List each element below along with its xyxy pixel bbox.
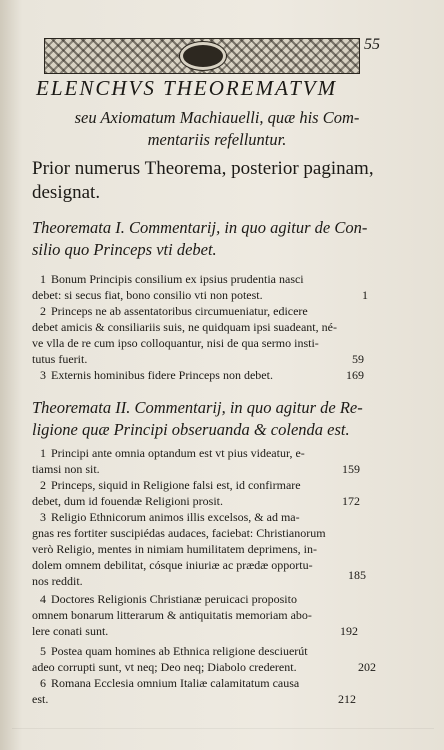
entry-1-2-page: 59	[352, 352, 364, 366]
entry-number: 2	[40, 478, 46, 492]
entry-2-2-line-2: debet, dum id fouendæ Religioni prosit.	[32, 494, 223, 508]
entry-2-4-line-3: lere conati sunt.	[32, 624, 109, 638]
entry-number: 4	[40, 592, 46, 606]
entry-1-1-page: 1	[362, 288, 368, 302]
entry-2-5-page: 202	[358, 660, 376, 674]
entry-number: 1	[40, 446, 46, 460]
entry-1-2-line-2: debet amicis & consiliariis suis, ne quidquam ipsi suadeant, né-	[32, 320, 337, 334]
entry-2-1-line-2: tiamsi non sit.	[32, 462, 100, 476]
entry-2-3-line-3: verò Religio, mentes in nimiam humilitatem deprimens, in-	[32, 542, 317, 556]
entry-2-4-page: 192	[340, 624, 358, 638]
entry-2-6-line-1: 6 Romana Ecclesia omnium Italiæ calamitatum causa	[40, 676, 300, 690]
entry-2-1-page: 159	[342, 462, 360, 476]
entry-1-2-line-3: ve vlla de re cum ipso colloquantur, nisi de qua sermo insti-	[32, 336, 319, 350]
entry-1-2-line-4: tutus fuerit.	[32, 352, 88, 366]
page-number: 55	[364, 36, 380, 53]
subtitle-line-2: mentariis refelluntur.	[147, 130, 287, 149]
headpiece-medallion	[183, 45, 223, 67]
entry-2-3-page: 185	[348, 568, 366, 582]
entry-1-1-line-1: 1 Bonum Principis consilium ex ipsius prudentia nasci	[40, 272, 304, 286]
entry-2-3-line-1: 3 Religio Ethnicorum animos illis excelsos, & ad ma-	[40, 510, 300, 524]
entry-number: 6	[40, 676, 46, 690]
entry-2-6-page: 212	[338, 692, 356, 706]
decorative-headpiece	[44, 38, 360, 74]
entry-number: 3	[40, 510, 46, 524]
entry-number: 2	[40, 304, 46, 318]
entry-1-3-line-1: 3 Externis hominibus fidere Princeps non debet.	[40, 368, 273, 382]
section-2-heading-line-1: Theoremata II. Commentarij, in quo agitur de Re-	[32, 398, 363, 417]
entry-2-3-line-4: dolem omnem debilitat, cósque iniuriæ ac prædæ opportu-	[32, 558, 313, 572]
entry-1-2-line-1: 2 Princeps ne ab assentatoribus circumueniatur, edicere	[40, 304, 308, 318]
entry-1-3-page: 169	[346, 368, 364, 382]
entry-2-4-line-1: 4 Doctores Religionis Christianæ peruicaci proposito	[40, 592, 297, 606]
entry-2-2-page: 172	[342, 494, 360, 508]
entry-2-3-line-2: gnas res fortiter suscipiédas audaces, faciebat: Christianorum	[32, 526, 326, 540]
subtitle-line-1: seu Axiomatum Machiauelli, quæ his Com-	[74, 108, 360, 127]
entry-2-2-line-1: 2 Princeps, siquid in Religione falsi est, id confirmare	[40, 478, 301, 492]
section-1-heading-line-2: silio quo Princeps vti debet.	[32, 240, 217, 259]
entry-number: 5	[40, 644, 46, 658]
entry-2-3-line-5: nos reddit.	[32, 574, 83, 588]
section-2-heading-line-2: ligione quæ Principi obseruanda & colenda est.	[32, 420, 350, 439]
entry-1-1-line-2: debet: si secus fiat, bono consilio vti non potest.	[32, 288, 263, 302]
entry-number: 1	[40, 272, 46, 286]
entry-2-4-line-2: omnem bonarum litterarum & antiquitatis memoriam abo-	[32, 608, 312, 622]
entry-2-5-line-1: 5 Postea quam homines ab Ethnica religione desciuerút	[40, 644, 308, 658]
page-title: ELENCHVS THEOREMATVM	[36, 76, 338, 100]
entry-number: 3	[40, 368, 46, 382]
section-1-heading-line-1: Theoremata I. Commentarij, in quo agitur de Con-	[32, 218, 368, 237]
entry-2-1-line-1: 1 Principi ante omnia optandum est vt pius videatur, e-	[40, 446, 305, 460]
prior-note-line-2: designat.	[32, 182, 101, 203]
entry-2-6-line-2: est.	[32, 692, 49, 706]
entry-2-5-line-2: adeo corrupti sunt, vt neq; Deo neq; Diabolo crederent.	[32, 660, 297, 674]
prior-note-line-1: Prior numerus Theorema, posterior paginam,	[32, 158, 374, 179]
